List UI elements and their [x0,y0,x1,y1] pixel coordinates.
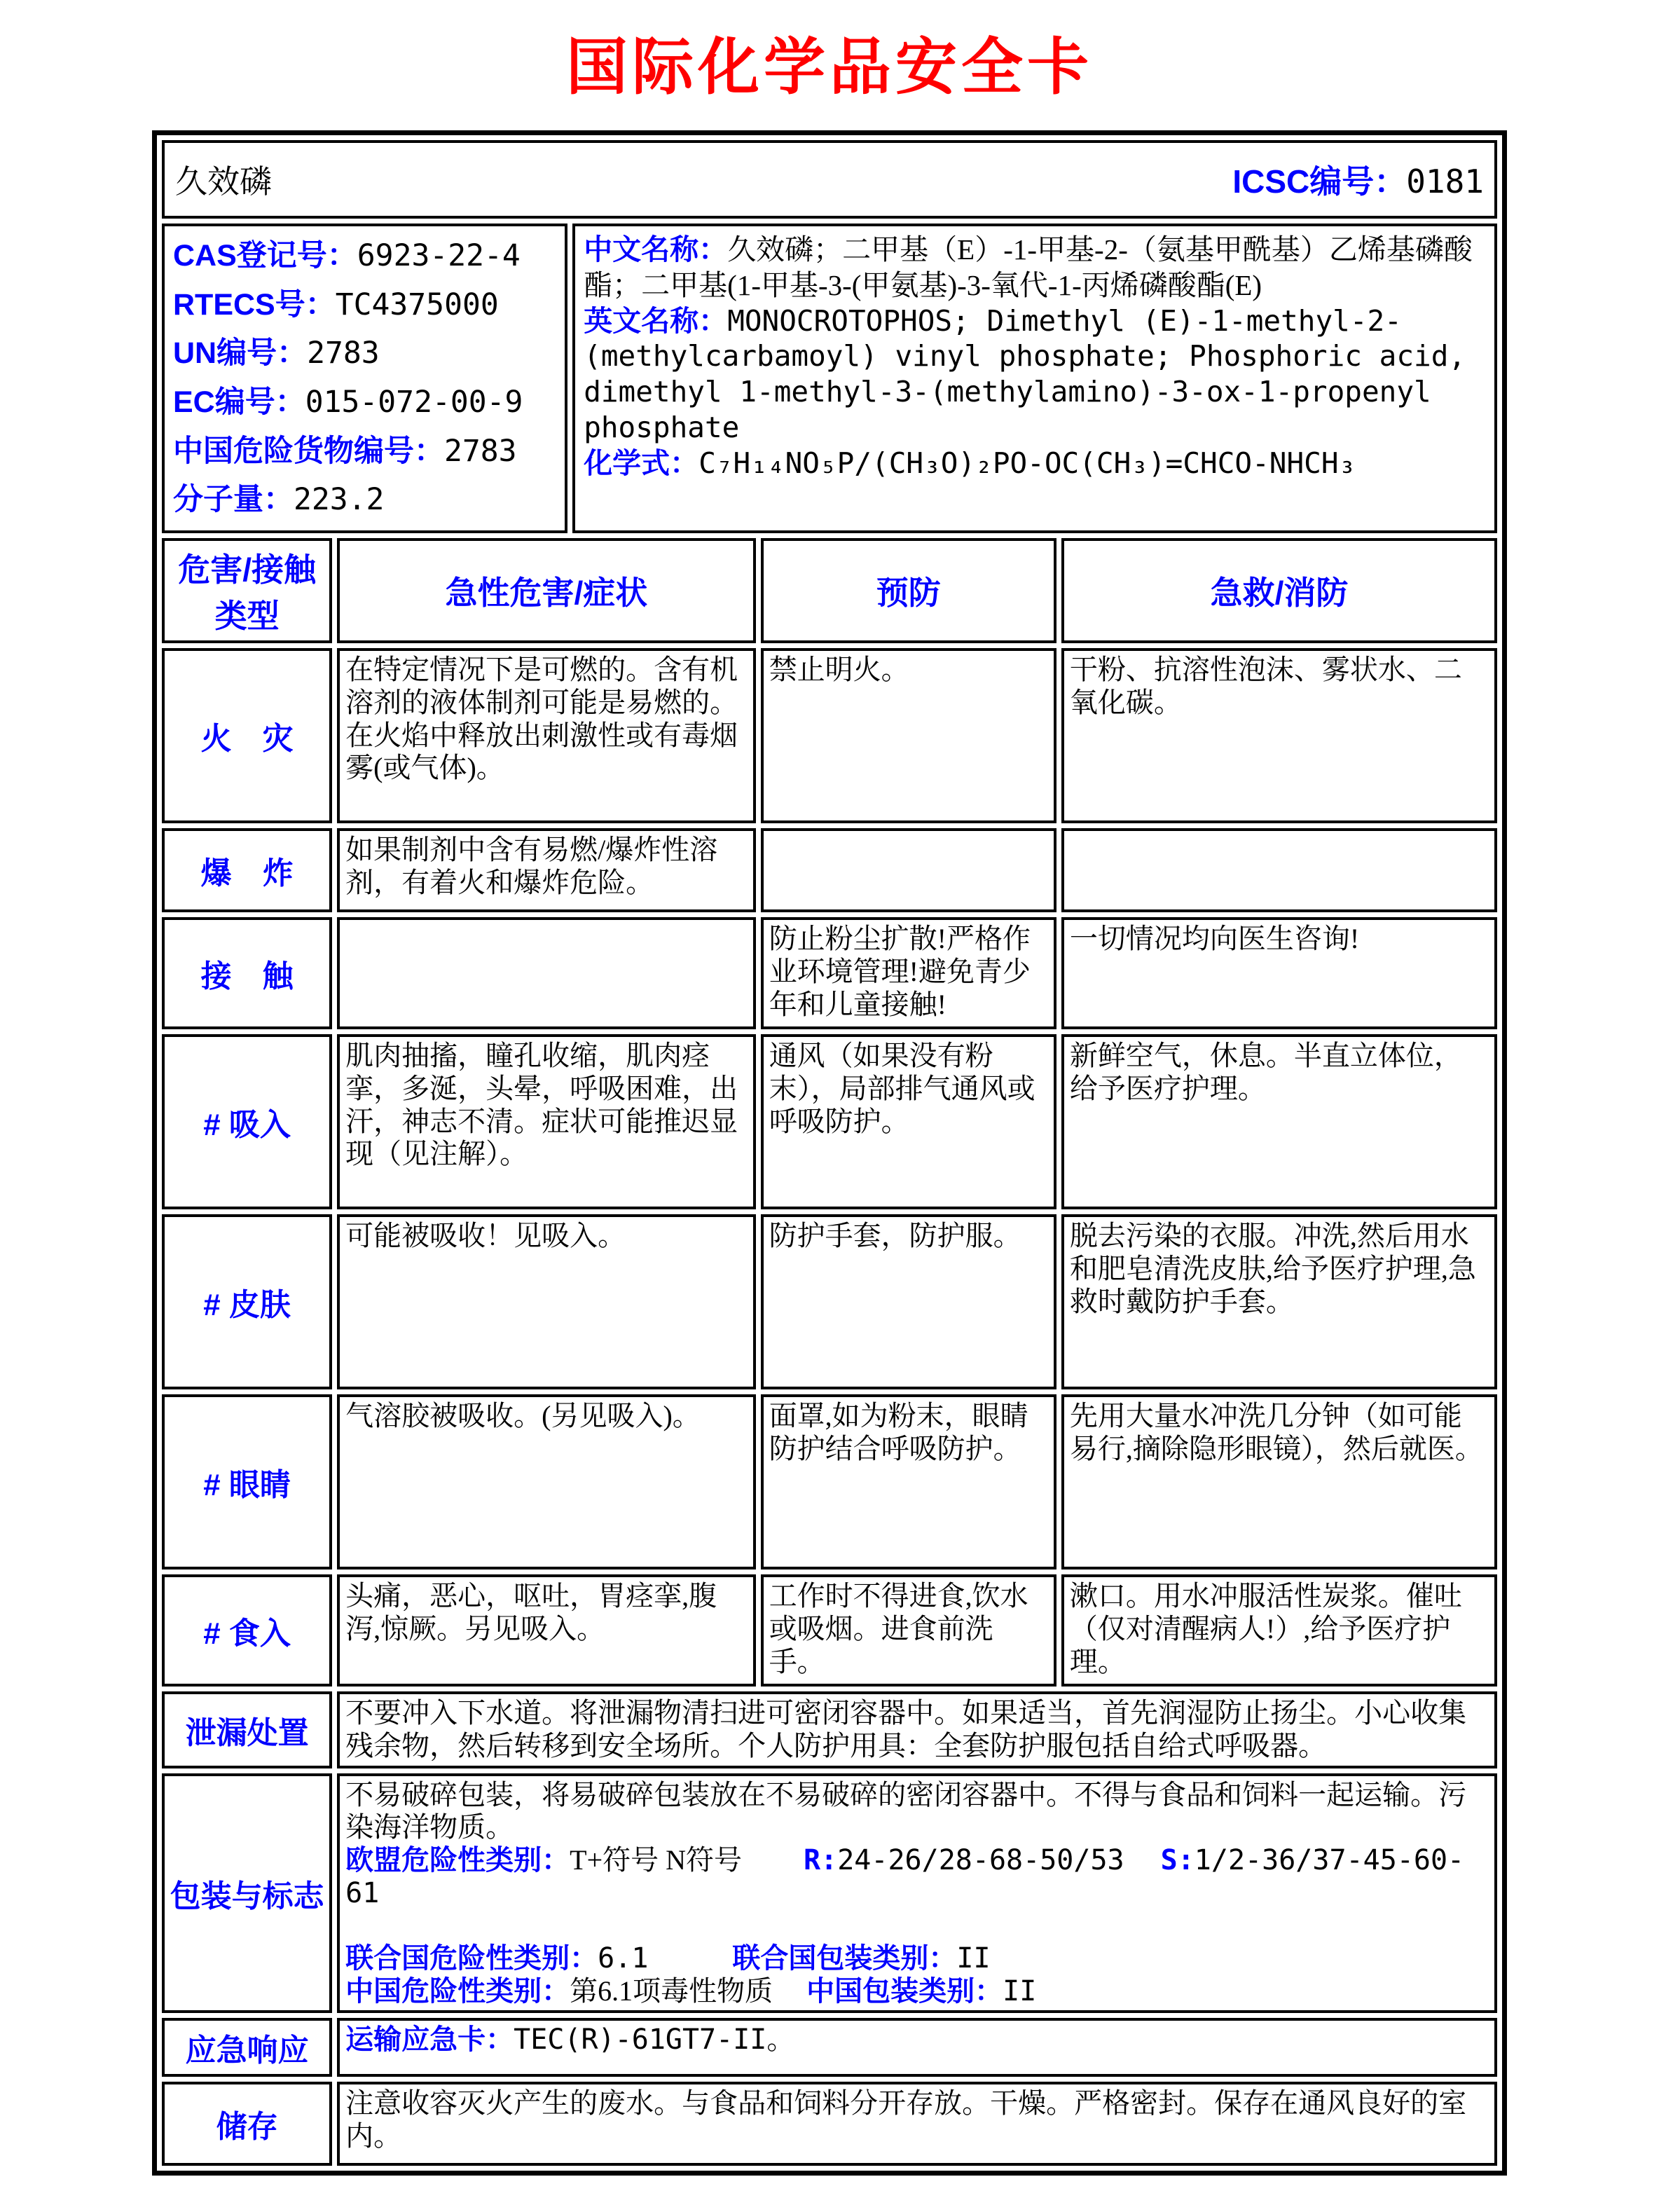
row-explosion-firstaid [1061,828,1497,912]
chinese-name-paragraph [584,232,1486,303]
page-title: 国际化学品安全卡 [565,30,1093,103]
row-eyes-symptoms: 气溶胶被吸收。(另见吸入)。 [337,1394,756,1569]
row-inhalation-symptoms: 肌肉抽搐，瞳孔收缩，肌肉痉挛，多涎，头晕，呼吸困难，出汗，神志不清。症状可能推迟显现（见注解）。 [337,1034,756,1209]
row-fire-prevention: 禁止明火。 [761,648,1056,823]
ec-number-label: EC编号： [173,385,305,419]
english-name-label: 英文名称： [584,304,728,337]
row-explosion-label: 爆 炸 [162,828,332,912]
row-exposure-symptoms [337,917,756,1029]
row-exposure-prevention: 防止粉尘扩散!严格作业环境管理!避免青少年和儿童接触! [761,917,1056,1029]
chinese-name-value: 久效磷；二甲基（E）-1-甲基-2-（氨基甲酰基）乙烯基磷酸酯；二甲基(1-甲基-3-(甲氨基)-3-氧代-1-丙烯磷酸酯(E) [584,233,1473,301]
china-dg-number-line [173,427,556,476]
row-fire [162,648,1497,823]
row-exposure-firstaid: 一切情况均向医生咨询! [1061,917,1497,1029]
un-pack-group-label: 联合国包装类别： [732,1942,957,1974]
transport-card-value: TEC(R)-61GT7-II。 [514,2024,795,2056]
card-header-table [157,135,1502,538]
row-spill-label: 泄漏处置 [162,1691,332,1768]
row-ingestion [162,1574,1497,1687]
s-phrases-value: 1/2-36/37-45-60-61 [345,1844,1465,1909]
row-inhalation [162,1034,1497,1209]
card-title-row [162,140,1497,219]
s-phrases-label: S: [1160,1844,1195,1877]
row-emergency-content [337,2018,1497,2077]
row-inhalation-prevention: 通风（如果没有粉末），局部排气通风或呼吸防护。 [761,1034,1056,1209]
cn-pack-group-label: 中国包装类别： [806,1975,1003,2007]
row-ingestion-symptoms: 头痛，恶心，呕吐，胃痉挛,腹泻,惊厥。另见吸入。 [337,1574,756,1687]
row-fire-symptoms: 在特定情况下是可燃的。含有机溶剂的液体制剂可能是易燃的。在火焰中释放出刺激性或有毒烟雾(或气体)。 [337,648,756,823]
row-emergency-label: 应急响应 [162,2018,332,2077]
un-pack-group-value: II [956,1942,991,1974]
identifiers-cell [162,224,567,533]
r-phrases-label: R: [804,1844,838,1877]
packaging-un-line [345,1942,1489,1975]
cn-hazard-class-value: 第6.1项毒性物质 [570,1974,773,2007]
row-fire-firstaid: 干粉、抗溶性泡沫、雾状水、二氧化碳。 [1061,648,1497,823]
un-number-line [173,329,556,378]
molecular-weight-line [173,476,556,525]
row-skin-prevention: 防护手套，防护服。 [761,1214,1056,1389]
english-name-value: MONOCROTOPHOS; Dimethyl (E)-1-methyl-2-(methylcarbamoyl) vinyl phosphate; Phosphoric acid, dimethyl 1-methyl-3-(methylamino)-3-ox-1-propenyl phosphate [584,303,1466,445]
formula-paragraph [584,446,1486,481]
header-prevention: 预防 [761,538,1056,643]
row-ingestion-prevention: 工作时不得进食,饮水或吸烟。进食前洗手。 [761,1574,1056,1687]
cas-number-label: CAS登记号： [173,239,357,273]
english-name-paragraph [584,303,1486,446]
china-dg-number-label: 中国危险货物编号： [173,434,444,468]
molecular-weight-value: 223.2 [294,482,385,518]
row-packaging-label: 包装与标志 [162,1773,332,2014]
row-ingestion-firstaid: 漱口。用水冲服活性炭浆。催吐（仅对清醒病人!）,给予医疗护理。 [1061,1574,1497,1687]
row-eyes [162,1394,1497,1569]
row-storage-text: 注意收容灭火产生的废水。与食品和饲料分开存放。干燥。严格密封。保存在通风良好的室内。 [337,2082,1497,2166]
row-ingestion-label: # 食入 [162,1574,332,1687]
molecular-weight-label: 分子量： [173,483,294,517]
un-hazard-class-value: 6.1 [598,1942,649,1974]
hazard-table [157,533,1502,2171]
names-cell [572,224,1497,533]
row-explosion-symptoms: 如果制剂中含有易燃/爆炸性溶剂，有着火和爆炸危险。 [337,828,756,912]
header-firstaid: 急救/消防 [1061,538,1497,643]
china-dg-number-value: 2783 [444,433,517,469]
cas-number-value: 6923-22-4 [357,238,521,273]
row-exposure [162,917,1497,1029]
un-number-label: UN编号： [173,336,308,371]
row-skin-label: # 皮肤 [162,1214,332,1389]
r-phrases-value: 24-26/28-68-50/53 [837,1844,1124,1877]
row-skin-firstaid: 脱去污染的衣服。冲洗,然后用水和肥皂清洗皮肤,给予医疗护理,急救时戴防护手套。 [1061,1214,1497,1389]
row-skin-symptoms: 可能被吸收！见吸入。 [337,1214,756,1389]
icsc-card [152,130,1507,2176]
un-number-value: 2783 [307,336,380,371]
row-explosion-prevention [761,828,1056,912]
row-eyes-label: # 眼睛 [162,1394,332,1569]
rtecs-number-line [173,281,556,330]
row-storage-label: 储存 [162,2082,332,2166]
row-eyes-firstaid: 先用大量水冲洗几分钟（如可能易行,摘除隐形眼镜），然后就医。 [1061,1394,1497,1569]
chinese-name-label: 中文名称： [584,233,728,266]
hazard-table-header-row [162,538,1497,643]
row-spill [162,1691,1497,1768]
icsc-number-group [1232,156,1484,202]
eu-class-value: T+符号 N符号 [570,1844,743,1876]
row-spill-text: 不要冲入下水道。将泄漏物清扫进可密闭容器中。如果适当，首先润湿防止扬尘。小心收集残余物，然后转移到安全场所。个人防护用具：全套防护服包括自给式呼吸器。 [337,1691,1497,1768]
ec-number-line [173,378,556,427]
packaging-cn-line [345,1975,1489,2008]
packaging-general-text: 不易破碎包装，将易破碎包装放在不易破碎的密闭容器中。不得与食品和饲料一起运输。污染海洋物质。 [345,1778,1467,1843]
header-symptoms: 急性危害/症状 [337,538,756,643]
row-packaging-content [337,1773,1497,2014]
formula-value: C₇H₁₄NO₅P/(CH₃O)₂PO-OC(CH₃)=CHCO-NHCH₃ [698,446,1356,480]
row-emergency [162,2018,1497,2077]
un-hazard-class-label: 联合国危险性类别： [345,1942,598,1974]
row-eyes-prevention: 面罩,如为粉末，眼睛防护结合呼吸防护。 [761,1394,1056,1569]
icsc-number-value: 0181 [1406,163,1484,200]
chemical-name: 久效磷 [175,164,272,200]
eu-class-label: 欧盟危险性类别： [345,1845,570,1876]
packaging-eu-line [345,1844,1489,1910]
header-hazard-type: 危害/接触类型 [162,538,332,643]
row-inhalation-firstaid: 新鲜空气，休息。半直立体位，给予医疗护理。 [1061,1034,1497,1209]
row-fire-label: 火 灾 [162,648,332,823]
rtecs-number-value: TC4375000 [335,287,499,322]
cas-number-line [173,232,556,281]
cn-hazard-class-label: 中国危险性类别： [345,1975,570,2007]
icsc-number-label: ICSC编号： [1232,163,1407,200]
row-skin [162,1214,1497,1389]
row-packaging [162,1773,1497,2014]
row-storage [162,2082,1497,2166]
formula-label: 化学式： [584,446,699,479]
rtecs-number-label: RTECS号： [173,287,336,322]
row-exposure-label: 接 触 [162,917,332,1029]
ec-number-value: 015-072-00-9 [305,384,523,420]
cn-pack-group-value: II [1003,1974,1037,2007]
row-explosion [162,828,1497,912]
transport-card-label: 运输应急卡： [345,2024,514,2056]
row-inhalation-label: # 吸入 [162,1034,332,1209]
